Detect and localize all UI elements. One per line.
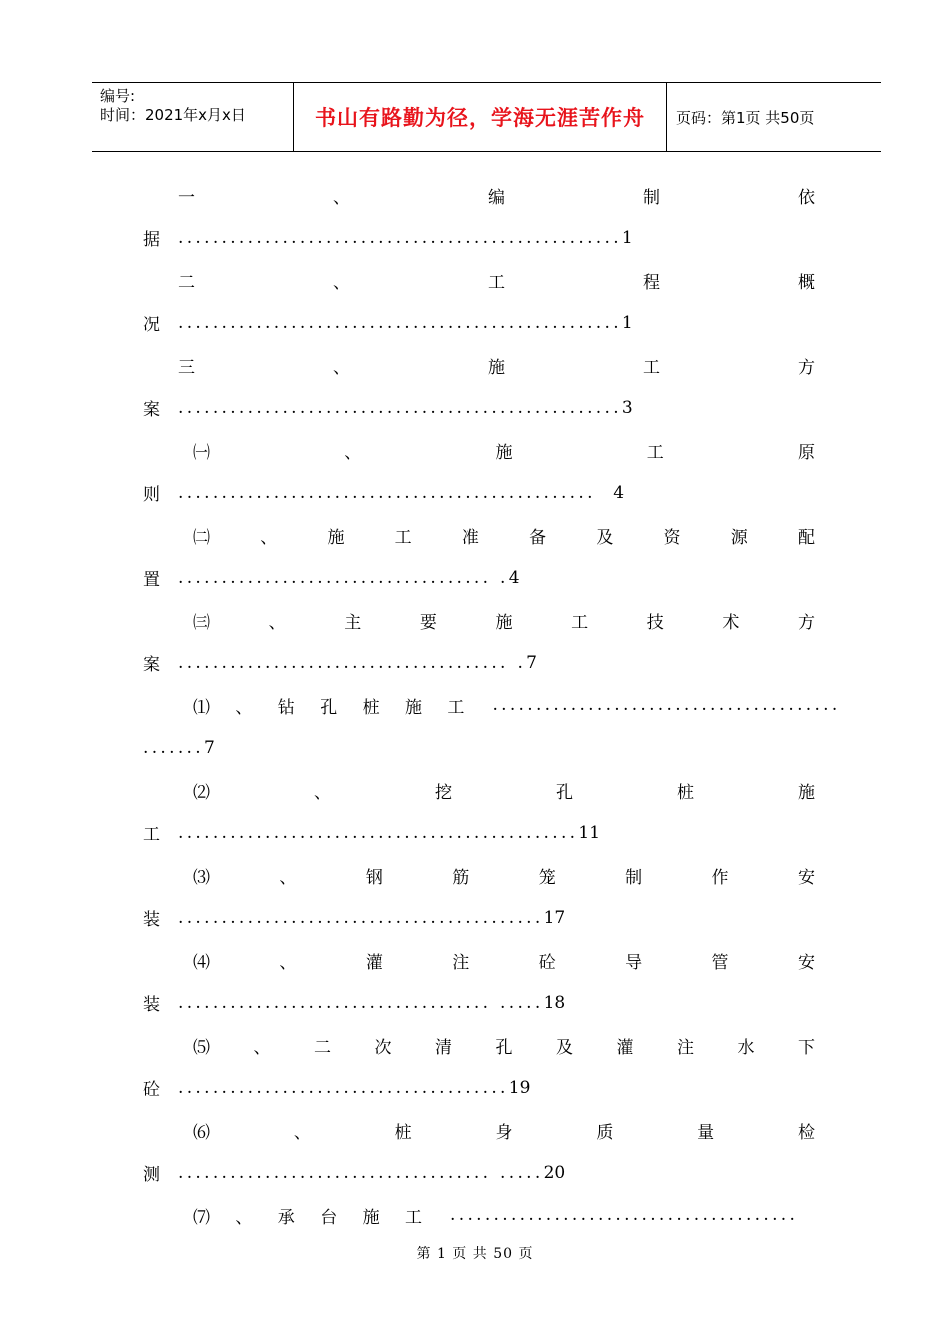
toc-page-number: 19 (508, 1077, 531, 1098)
toc-entry-title (178, 353, 815, 377)
toc-entry-title (193, 693, 841, 717)
toc-char: 量 (697, 1122, 715, 1143)
toc-char: 工 (488, 272, 505, 293)
toc-char: ㈠ (193, 442, 210, 463)
toc-entry-tail: 据 (143, 230, 160, 250)
toc-entry-title (193, 1203, 798, 1227)
toc-char: 灌 (616, 1037, 634, 1058)
toc-entry-leader (143, 1076, 530, 1100)
toc-char: 、 (268, 612, 286, 633)
toc-page-number: 1 (621, 227, 633, 248)
toc-char: 主 (344, 612, 362, 633)
toc-char: 术 (722, 612, 740, 633)
page-footer: 第 1 页 共 50 页 (416, 1246, 534, 1262)
toc-char: 工 (571, 612, 589, 633)
toc-char: 源 (730, 527, 748, 548)
toc-char: 、 (344, 442, 362, 463)
toc-leader-dots: ...................................... (178, 1077, 509, 1098)
toc-leader-dots: ................................................ (178, 482, 614, 503)
toc-char: 水 (737, 1037, 755, 1058)
toc-entry-title (193, 863, 815, 887)
toc-entry-tail: 则 (143, 485, 160, 505)
toc-entry-leader (143, 651, 537, 675)
toc-char: 、 (260, 527, 278, 548)
toc-entry-title (193, 438, 815, 462)
toc-char: 安 (797, 867, 815, 888)
header-page-label: 页码：第1页 共50页 (676, 108, 815, 127)
toc-entry-title (193, 778, 815, 802)
toc-entry-leader (143, 821, 600, 845)
toc-char: 三 (178, 357, 195, 378)
toc-char: 管 (711, 952, 729, 973)
toc-char: 施 (798, 782, 815, 803)
toc-page-number: 1 (621, 312, 633, 333)
toc-char: 导 (625, 952, 643, 973)
toc-char: 下 (798, 1037, 815, 1058)
toc-leader-dots: ...................................... . (178, 652, 527, 673)
toc-char: 工 (643, 357, 660, 378)
toc-char: 及 (556, 1037, 573, 1058)
toc-page-number: 7 (526, 652, 537, 673)
toc-char: 制 (625, 867, 643, 888)
toc-char: 、 (293, 1122, 311, 1143)
toc-char: 清 (435, 1037, 452, 1058)
toc-leader-dots: ................................................... (178, 312, 622, 333)
toc-char: 、 (279, 867, 297, 888)
toc-char: 二 (178, 272, 195, 293)
toc-entry-leader (143, 396, 633, 420)
toc-char: 编 (488, 187, 505, 208)
toc-char: 二 (314, 1037, 331, 1058)
toc-char: 检 (797, 1122, 815, 1143)
toc-leader-dots: .................................... ..... (178, 1162, 544, 1183)
toc-char: 孔 (556, 782, 573, 803)
toc-leader-dots: ................................................... (178, 397, 622, 418)
toc-entry-tail: 置 (143, 570, 160, 590)
toc-entry-tail: 案 (143, 400, 160, 420)
toc-char: ⑹ (193, 1122, 210, 1143)
toc-page-number: 20 (543, 1162, 566, 1183)
toc-char: ⑶ (193, 867, 210, 888)
toc-leader-dots: ........................................ (450, 1205, 799, 1225)
toc-entry-tail: 案 (143, 655, 160, 675)
toc-leader-dots: ........................................ (492, 695, 841, 715)
toc-entry-leader (143, 566, 520, 590)
toc-char: 资 (663, 527, 681, 548)
number-label: 编号: (100, 87, 136, 105)
toc-entry-title (193, 1033, 815, 1057)
toc-entry-title (193, 523, 815, 547)
toc-char: 作 (711, 867, 729, 888)
toc-char: 备 (529, 527, 547, 548)
toc-entry-leader (143, 991, 565, 1015)
toc-char: 施 (488, 357, 505, 378)
toc-char: 注 (452, 952, 470, 973)
toc-page-number: 17 (543, 907, 566, 928)
toc-char: 桩 (394, 1122, 412, 1143)
toc-page-number: 4 (613, 482, 625, 503)
toc-entry-leader (143, 481, 624, 505)
toc-char: ⑸ (193, 1037, 210, 1058)
toc-entry-leader (143, 736, 215, 760)
toc-entry-title (178, 183, 815, 207)
toc-leader-dots: .............................................. (178, 822, 579, 843)
toc-entry-text: ⑺ 、 承 台 施 工 (193, 1207, 433, 1228)
time-label: 时间：2021年x月x日 (100, 106, 246, 124)
toc-char: 施 (495, 612, 513, 633)
toc-page-number: 7 (203, 737, 215, 758)
toc-char: 、 (333, 357, 350, 378)
toc-char: 施 (327, 527, 345, 548)
toc-char: ㈢ (193, 612, 210, 633)
toc-char: 、 (314, 782, 331, 803)
toc-char: 身 (495, 1122, 513, 1143)
toc-char: 、 (253, 1037, 271, 1058)
toc-char: 砼 (538, 952, 556, 973)
toc-char: 安 (797, 952, 815, 973)
toc-char: 质 (596, 1122, 614, 1143)
toc-entry-leader (143, 1161, 565, 1185)
header-motto: 书山有路勤为径，学海无涯苦作舟 (293, 83, 667, 151)
toc-char: 技 (646, 612, 664, 633)
toc-char: 工 (646, 442, 664, 463)
toc-char: ⑵ (193, 782, 210, 803)
toc-char: 方 (798, 357, 815, 378)
toc-entry-leader (143, 906, 565, 930)
toc-entry-title (193, 948, 815, 972)
toc-char: ⑷ (193, 952, 210, 973)
toc-char: 桩 (677, 782, 694, 803)
toc-leader-dots: ................................................... (178, 227, 622, 248)
toc-char: 制 (643, 187, 660, 208)
toc-char: 准 (461, 527, 479, 548)
toc-leader-dots: ....... (143, 737, 204, 758)
toc-char: 笼 (538, 867, 556, 888)
toc-char: 方 (798, 612, 815, 633)
toc-char: 次 (374, 1037, 392, 1058)
toc-entry-title (178, 268, 815, 292)
toc-page-number: 4 (508, 567, 520, 588)
toc-entry-leader (143, 226, 633, 250)
toc-char: 一 (178, 187, 195, 208)
toc-page-number: 3 (621, 397, 633, 418)
toc-char: 依 (798, 187, 815, 208)
toc-entry-tail: 装 (143, 910, 160, 930)
toc-leader-dots: .................................... . (178, 567, 509, 588)
toc-char: 挖 (435, 782, 452, 803)
toc-leader-dots: .......................................... (178, 907, 544, 928)
toc-page-number: 18 (543, 992, 566, 1013)
toc-char: 工 (394, 527, 412, 548)
toc-char: 程 (643, 272, 660, 293)
toc-char: 施 (495, 442, 513, 463)
toc-char: 要 (419, 612, 437, 633)
toc-char: 筋 (452, 867, 470, 888)
toc-entry-title (193, 608, 815, 632)
toc-entry-text: ⑴ 、 钻 孔 桩 施 工 (193, 697, 475, 718)
toc-char: 、 (333, 272, 350, 293)
toc-char: ㈡ (193, 527, 210, 548)
toc-entry-tail: 况 (143, 315, 160, 335)
toc-entry-tail: 测 (143, 1165, 160, 1185)
toc-char: 配 (797, 527, 815, 548)
toc-entry-title (193, 1118, 815, 1142)
toc-entry-tail: 工 (143, 825, 160, 845)
toc-char: 孔 (495, 1037, 513, 1058)
toc-entry-tail: 装 (143, 995, 160, 1015)
toc-entry-leader (143, 311, 633, 335)
toc-char: 原 (798, 442, 815, 463)
toc-page-number: 11 (578, 822, 601, 843)
toc-char: 灌 (365, 952, 383, 973)
toc-char: 钢 (365, 867, 383, 888)
toc-char: 注 (677, 1037, 694, 1058)
toc-char: 、 (279, 952, 297, 973)
toc-char: 、 (333, 187, 350, 208)
toc-char: 及 (596, 527, 614, 548)
toc-char: 概 (798, 272, 815, 293)
toc-leader-dots: .................................... ..... (178, 992, 544, 1013)
toc-entry-tail: 砼 (143, 1080, 160, 1100)
